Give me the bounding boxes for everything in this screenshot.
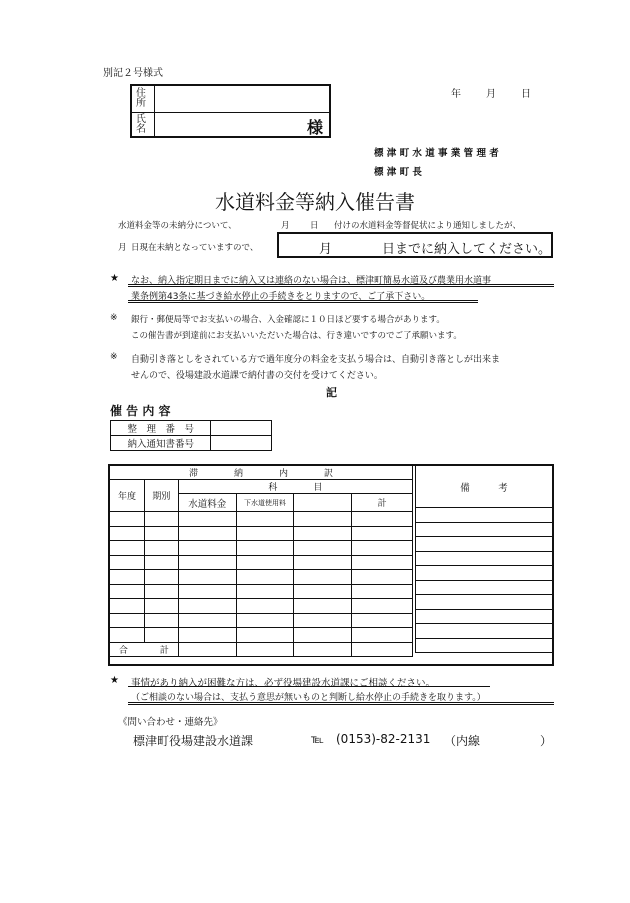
footer-line1: 事情があり納入が困難な方は、必ず役場建設水道課にご相談ください。 bbox=[131, 678, 436, 689]
tel-label: ℡ bbox=[311, 732, 324, 746]
name-label: 氏名 bbox=[136, 114, 146, 135]
sum-label: 合 計 bbox=[110, 642, 179, 656]
ref-table bbox=[110, 420, 272, 451]
contact-heading: 《問い合わせ・連絡先》 bbox=[118, 717, 223, 728]
extension-close: ） bbox=[540, 734, 553, 748]
extension-label: （内線 bbox=[444, 734, 481, 748]
intro-line1-month: 月 bbox=[281, 221, 290, 231]
intro-line2-b: 日現在未納となっていますので、 bbox=[131, 243, 259, 253]
deadline-box bbox=[277, 232, 553, 258]
intro-line2-a: 月 bbox=[118, 243, 127, 253]
tel-number: (0153)-82-2131 bbox=[336, 732, 431, 746]
col-year: 年度 bbox=[110, 480, 145, 512]
address-box bbox=[130, 84, 331, 138]
remarks-header: 備 考 bbox=[416, 466, 553, 508]
date-year: 年 bbox=[451, 89, 461, 100]
contact-dept: 標津町役場建設水道課 bbox=[133, 734, 254, 748]
note2-line1: 銀行・郵便局等でお支払いの場合、入金確認に１０日ほど要する場合があります。 bbox=[131, 315, 445, 325]
intro-line1-day: 日 bbox=[310, 221, 319, 231]
ref-row-value bbox=[211, 436, 272, 451]
note3-line1: 自動引き落としをされている方で過年度分の料金を支払う場合は、自動引き落としが出来ま bbox=[131, 355, 501, 365]
deadline-text: 日までに納入してください。 bbox=[382, 242, 552, 257]
ref-row-label: 納入通知書番号 bbox=[111, 436, 211, 451]
intro-line1-b: 付けの水道料金等督促状により通知しましたが、 bbox=[334, 221, 522, 231]
ref-row-label: 整 理 番 号 bbox=[111, 421, 211, 436]
note1-line2: 業条例第43条に基づき給水停止の手続きをとりますので、ご了承下さい。 bbox=[131, 292, 431, 302]
address-label: 住所 bbox=[136, 88, 146, 109]
footer-line2: （ご相談のない場合は、支払う意思が無いものと判断し給水停止の手続きを取ります。） bbox=[131, 693, 486, 703]
issuer-line1: 標 津 町 水 道 事 業 管 理 者 bbox=[374, 148, 499, 159]
footer-mark: ★ bbox=[110, 675, 119, 686]
note1-line1: なお、納入指定期日までに納入又は連絡のない場合は、標津町簡易水道及び農業用水道事 bbox=[131, 276, 492, 286]
arrears-header: 滞 納 内 訳 bbox=[110, 466, 413, 480]
col-water: 水道料金 bbox=[178, 494, 236, 512]
date-day: 日 bbox=[521, 89, 531, 100]
col-total: 計 bbox=[352, 494, 413, 512]
col-blank bbox=[294, 494, 352, 512]
ki-mark: 記 bbox=[326, 386, 337, 399]
deadline-month: 月 bbox=[319, 242, 333, 257]
arrears-table bbox=[109, 465, 413, 657]
page-title: 水道料金等納入催告書 bbox=[215, 190, 415, 214]
section-heading: 催 告 内 容 bbox=[110, 404, 171, 418]
form-code: 別記２号様式 bbox=[103, 68, 163, 79]
col-items: 科 目 bbox=[178, 480, 412, 494]
note2-mark: ※ bbox=[110, 313, 118, 323]
remarks-table bbox=[415, 465, 553, 653]
ref-row-value bbox=[211, 421, 272, 436]
honorific: 様 bbox=[306, 118, 323, 137]
note3-mark: ※ bbox=[110, 352, 118, 362]
note3-line2: せんので、役場建設水道課で納付書の交付を受けてください。 bbox=[131, 371, 383, 381]
issuer-line2: 標 津 町 長 bbox=[374, 167, 422, 178]
intro-line1-a: 水道料金等の未納分について、 bbox=[118, 221, 237, 231]
date-month: 月 bbox=[486, 89, 496, 100]
note2-line2: この催告書が到達前にお支払いいただいた場合は、行き違いですのでご了承願います。 bbox=[131, 331, 462, 341]
col-period: 期別 bbox=[144, 480, 178, 512]
col-sewer: 下水道使用料 bbox=[236, 494, 294, 512]
note1-mark: ★ bbox=[110, 273, 119, 284]
